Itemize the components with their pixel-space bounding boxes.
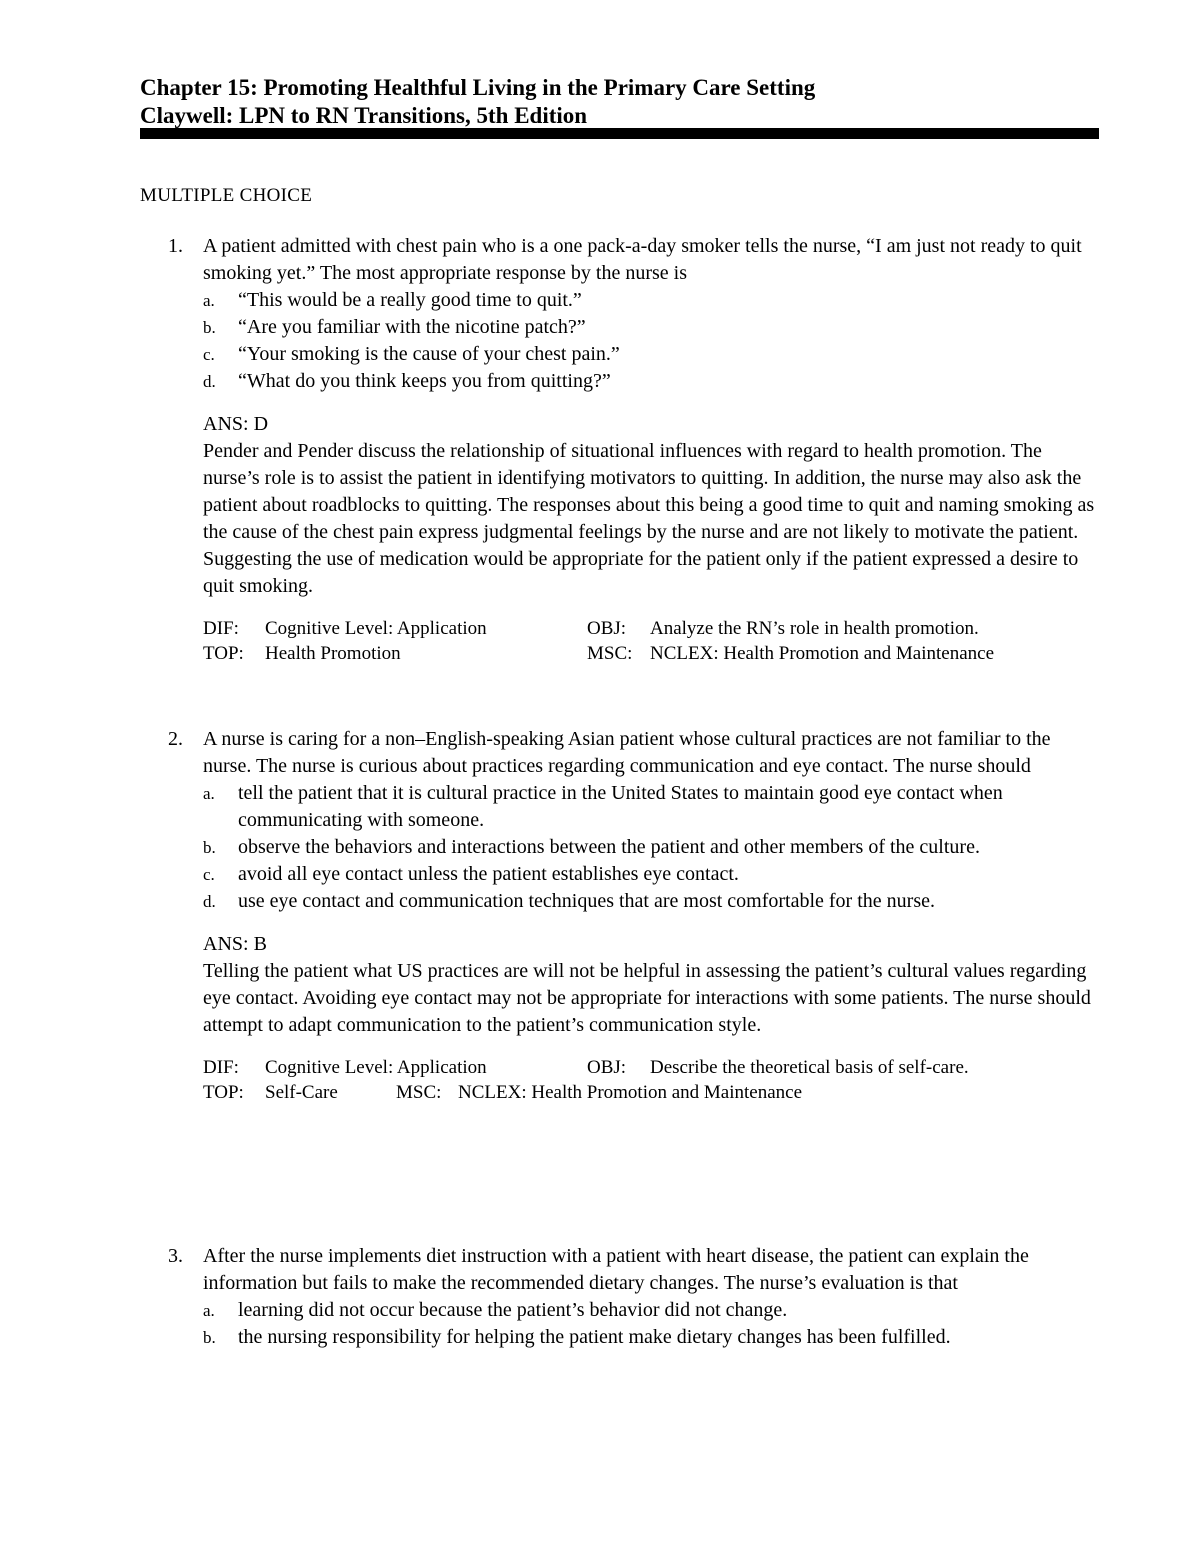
option-letter: d. xyxy=(203,892,216,911)
dif-value: Cognitive Level: Application xyxy=(265,1057,487,1078)
rationale: Telling the patient what US practices are will not be helpful in assessing the patient’s cultural values regarding eye contact. Avoiding eye contact may not be appropriate for interactions with some patients. The nurse should attempt to adapt communication to the patient’s communication style. xyxy=(203,960,1091,1036)
option-text: tell the patient that it is cultural practice in the United States to maintain good eye contact when communicating with someone. xyxy=(238,782,1003,831)
question-metadata xyxy=(203,616,1100,666)
msc-label: MSC: xyxy=(396,1082,442,1103)
option-a xyxy=(203,780,1008,834)
dif-label: DIF: xyxy=(203,618,239,639)
option-letter: b. xyxy=(203,318,216,337)
answer-block xyxy=(203,931,1095,1039)
option-d xyxy=(203,368,1008,395)
question-stem: A nurse is caring for a non–English-speaking Asian patient whose cultural practices are not familiar to the nurse. The nurse is curious about practices regarding communication and eye contact. The nurse should xyxy=(203,728,1051,777)
option-text: learning did not occur because the patient’s behavior did not change. xyxy=(238,1299,788,1321)
option-a xyxy=(203,287,1008,314)
option-text: “What do you think keeps you from quitting?” xyxy=(238,370,611,392)
option-b xyxy=(203,314,1008,341)
answer-block xyxy=(203,411,1095,600)
meta-row-2 xyxy=(203,1080,1100,1105)
option-text: “Are you familiar with the nicotine patch?” xyxy=(238,316,586,338)
obj-label: OBJ: xyxy=(587,618,627,639)
obj-label: OBJ: xyxy=(587,1057,627,1078)
option-text: avoid all eye contact unless the patient establishes eye contact. xyxy=(238,863,739,885)
option-text: “This would be a really good time to quit.” xyxy=(238,289,582,311)
top-label: TOP: xyxy=(203,643,244,664)
option-b xyxy=(203,1324,1008,1351)
option-text: observe the behaviors and interactions between the patient and other members of the culture. xyxy=(238,836,980,858)
question-metadata xyxy=(203,1055,1100,1105)
question-3 xyxy=(140,1243,1100,1351)
answer-key: ANS: D xyxy=(203,413,269,435)
question-number: 2. xyxy=(168,728,183,750)
meta-row-1 xyxy=(203,616,1100,641)
top-value: Health Promotion xyxy=(265,643,401,664)
option-letter: b. xyxy=(203,1328,216,1347)
option-letter: a. xyxy=(203,1301,215,1320)
top-value: Self-Care xyxy=(265,1082,338,1103)
option-letter: a. xyxy=(203,784,215,803)
chapter-title: Chapter 15: Promoting Healthful Living in the Primary Care Setting xyxy=(140,75,816,100)
dif-value: Cognitive Level: Application xyxy=(265,618,487,639)
msc-value: NCLEX: Health Promotion and Maintenance xyxy=(650,643,995,664)
option-b xyxy=(203,834,1008,861)
obj-value: Analyze the RN’s role in health promotion. xyxy=(650,618,979,639)
option-text: use eye contact and communication techniques that are most comfortable for the nurse. xyxy=(238,890,935,912)
option-text: “Your smoking is the cause of your chest pain.” xyxy=(238,343,620,365)
top-label: TOP: xyxy=(203,1082,244,1103)
book-title: Claywell: LPN to RN Transitions, 5th Edition xyxy=(140,103,588,128)
option-a xyxy=(203,1297,1008,1324)
option-text: the nursing responsibility for helping the patient make dietary changes has been fulfilled. xyxy=(238,1326,951,1348)
dif-label: DIF: xyxy=(203,1057,239,1078)
option-d xyxy=(203,888,1008,915)
question-number: 3. xyxy=(168,1245,183,1267)
option-c xyxy=(203,341,1008,368)
option-letter: b. xyxy=(203,838,216,857)
question-2 xyxy=(140,726,1100,1105)
question-number: 1. xyxy=(168,235,183,257)
meta-row-2 xyxy=(203,641,1100,666)
question-stem: A patient admitted with chest pain who is a one pack-a-day smoker tells the nurse, “I am just not ready to quit smoking yet.” The most appropriate response by the nurse is xyxy=(203,235,1082,284)
msc-value: NCLEX: Health Promotion and Maintenance xyxy=(458,1082,803,1103)
option-c xyxy=(203,861,1008,888)
option-letter: c. xyxy=(203,865,215,884)
meta-row-1 xyxy=(203,1055,1100,1080)
document-header xyxy=(140,74,1100,130)
option-letter: a. xyxy=(203,291,215,310)
option-letter: c. xyxy=(203,345,215,364)
header-rule xyxy=(140,128,1099,139)
msc-label: MSC: xyxy=(587,643,633,664)
obj-value: Describe the theoretical basis of self-care. xyxy=(650,1057,969,1078)
option-letter: d. xyxy=(203,372,216,391)
section-title: MULTIPLE CHOICE xyxy=(140,185,313,206)
question-stem: After the nurse implements diet instruction with a patient with heart disease, the patient can explain the information but fails to make the recommended dietary changes. The nurse’s evaluation is that xyxy=(203,1245,1029,1294)
question-1 xyxy=(140,233,1100,666)
rationale: Pender and Pender discuss the relationship of situational influences with regard to health promotion. The nurse’s role is to assist the patient in identifying motivators to quitting. In addition, the nurse may also ask the patient about roadblocks to quitting. The responses about this being a good time to quit and naming smoking as the cause of the chest pain express judgmental feelings by the nurse and are not likely to motivate the patient. Suggesting the use of medication would be appropriate for the patient only if the patient expressed a desire to quit smoking. xyxy=(203,440,1095,597)
answer-key: ANS: B xyxy=(203,933,267,955)
